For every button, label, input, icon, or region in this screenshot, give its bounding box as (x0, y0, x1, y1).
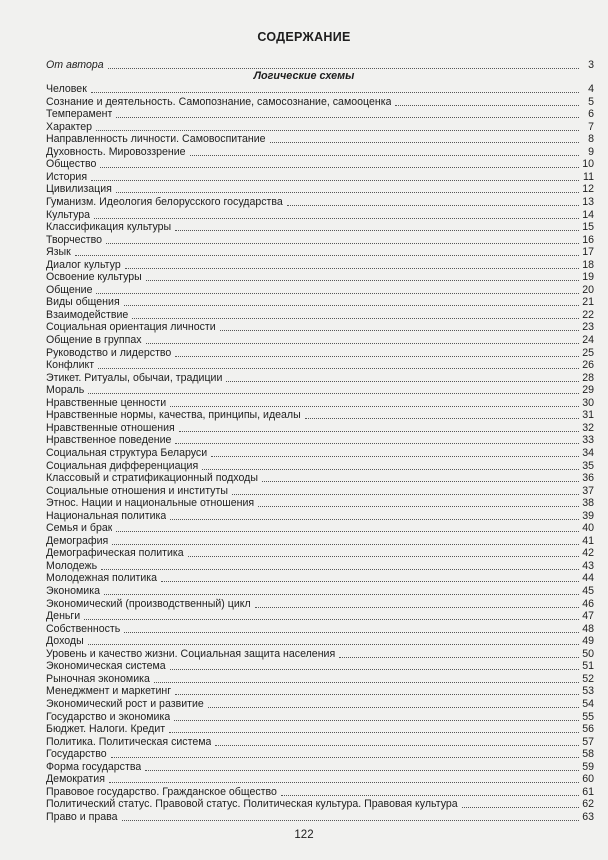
toc-entry-label: Право и права (46, 810, 118, 823)
toc-entry (46, 698, 594, 710)
toc-entry-page: 34 (582, 446, 594, 459)
toc-entry-label: Уровень и качество жизни. Социальная защита населения (46, 647, 336, 660)
toc-entry-page: 48 (582, 622, 594, 635)
toc-entry-page: 56 (582, 723, 594, 736)
dot-leader (170, 406, 579, 407)
toc-entry-label: Характер (46, 120, 93, 133)
toc-entry (46, 196, 594, 208)
dot-leader (132, 318, 579, 319)
toc-entry (46, 572, 594, 584)
toc-entry (46, 723, 594, 735)
dot-leader (215, 745, 579, 746)
toc-entry (46, 761, 594, 773)
toc-entry-page: 43 (582, 559, 594, 572)
toc-entry (46, 246, 594, 258)
dot-leader (262, 481, 579, 482)
toc-entry-page: 25 (582, 346, 594, 359)
toc-entry-label: Язык (46, 246, 71, 259)
toc-entry-label: Духовность. Мировоззрение (46, 145, 186, 158)
toc-entry (46, 610, 594, 622)
toc-entry-page: 52 (582, 672, 594, 685)
toc-entry-label: Политика. Политическая система (46, 735, 212, 748)
page-number: 122 (294, 829, 314, 841)
toc-entry-label: Молодежь (46, 559, 98, 572)
toc-entry-label: Политический статус. Правовой статус. Политическая культура. Правовая культура (46, 798, 458, 811)
dot-leader (270, 142, 579, 143)
toc-entry (46, 209, 594, 221)
toc-entry (46, 158, 594, 170)
toc-entry (46, 347, 594, 359)
toc-entry-page: 44 (582, 572, 594, 585)
toc-entry-label: Классовый и стратификационный подходы (46, 472, 258, 485)
dot-leader (175, 230, 579, 231)
dot-leader (146, 343, 579, 344)
toc-entry-page: 23 (582, 321, 594, 334)
toc-entry-page: 15 (582, 221, 594, 234)
toc-entry-label: Цивилизация (46, 183, 112, 196)
toc-entry-label: История (46, 170, 88, 183)
toc-entry-label: Творчество (46, 233, 103, 246)
toc-entry-label: Семья и брак (46, 522, 113, 535)
dot-leader (175, 356, 579, 357)
toc-entry-page: 37 (582, 484, 594, 497)
dot-leader (175, 443, 579, 444)
toc-entry-page: 58 (582, 748, 594, 761)
toc-entry-page: 53 (582, 685, 594, 698)
toc-entry (46, 623, 594, 635)
toc-entry (46, 422, 594, 434)
toc-entry-label: Доходы (46, 635, 84, 648)
toc-entry-page: 30 (582, 396, 594, 409)
dot-leader (145, 770, 579, 771)
toc-entry-page: 29 (582, 384, 594, 397)
toc-entry-page: 41 (582, 534, 594, 547)
dot-leader (190, 155, 579, 156)
toc-entry (46, 711, 594, 723)
toc-entry-page: 62 (582, 798, 594, 811)
toc-entry (46, 309, 594, 321)
dot-leader (84, 619, 579, 620)
dot-leader (208, 707, 579, 708)
toc-entry (46, 121, 594, 133)
toc-entry (46, 460, 594, 472)
toc-entry-label: Экономический (производственный) цикл (46, 597, 251, 610)
dot-leader (174, 720, 579, 721)
toc-entry-label: Этнос. Нации и национальные отношения (46, 497, 255, 510)
toc-entry (46, 510, 594, 522)
dot-leader (154, 682, 579, 683)
toc-entry-page: 7 (588, 120, 594, 133)
toc-entry-page: 47 (582, 610, 594, 623)
toc-entry-page: 35 (582, 459, 594, 472)
toc-entry-page: 12 (582, 183, 594, 196)
toc-entry-label: Нравственное поведение (46, 434, 172, 447)
toc-entry (46, 585, 594, 597)
toc-entry (46, 472, 594, 484)
dot-leader (281, 795, 579, 796)
toc-entry (46, 547, 594, 559)
toc-entry-label: Форма государства (46, 760, 142, 773)
toc-entry-page: 32 (582, 421, 594, 434)
toc-entry-label: Национальная политика (46, 509, 167, 522)
dot-leader (305, 418, 579, 419)
toc-entry-page: 21 (582, 296, 594, 309)
dot-leader (220, 330, 579, 331)
toc-entry-page: 36 (582, 472, 594, 485)
toc-entry (46, 384, 594, 396)
toc-entry-page: 31 (582, 409, 594, 422)
toc-entry-label: Социальная структура Беларуси (46, 446, 208, 459)
toc-entry (46, 133, 594, 145)
dot-leader (287, 205, 579, 206)
dot-leader (146, 280, 579, 281)
toc-entry-page: 24 (582, 334, 594, 346)
toc-entry-page: 42 (582, 547, 594, 560)
toc-entry-page: 8 (588, 133, 594, 146)
toc-entry-label: Человек (46, 83, 87, 95)
toc-entry (46, 234, 594, 246)
dot-leader (170, 519, 579, 520)
toc-entry-label: Экономика (46, 585, 100, 597)
toc-entry-label: Деньги (46, 610, 81, 623)
dot-leader (462, 807, 579, 808)
toc-entry (46, 811, 594, 823)
toc-entry-label: Культура (46, 208, 91, 221)
toc-entry-label: Собственность (46, 622, 121, 635)
toc-entry-page: 13 (582, 195, 594, 208)
toc-entry-page: 18 (582, 258, 594, 271)
toc-entry (46, 434, 594, 446)
toc-entry-label: Демографическая политика (46, 547, 184, 560)
dot-leader (258, 506, 579, 507)
toc-entry (46, 560, 594, 572)
toc-entry (46, 447, 594, 459)
toc-entry-label: Направленность личности. Самовоспитание (46, 133, 266, 146)
toc-entry-page: 9 (588, 145, 594, 158)
toc-entry (46, 96, 594, 108)
toc-entry (46, 171, 594, 183)
toc-entry-label: Менеджмент и маркетинг (46, 685, 172, 698)
section-title: Логические схемы (253, 70, 355, 82)
toc-entry-page: 6 (588, 108, 594, 121)
toc-entry-page: 22 (582, 308, 594, 321)
toc-entry-label: Нравственные ценности (46, 396, 167, 409)
toc-entry-page: 60 (582, 773, 594, 786)
toc-entry-page: 55 (582, 710, 594, 723)
toc-entry (46, 108, 594, 120)
toc-entry (46, 359, 594, 371)
toc-entry-label: Государство (46, 748, 107, 761)
dot-leader (395, 105, 579, 106)
toc-entry (46, 648, 594, 660)
dot-leader (88, 393, 579, 394)
toc-entry-page: 11 (583, 170, 594, 183)
dot-leader (211, 456, 579, 457)
page-title: СОДЕРЖАНИЕ (257, 30, 351, 44)
dot-leader (88, 644, 579, 645)
toc-entry-label: Классификация культуры (46, 221, 172, 234)
dot-leader (169, 732, 579, 733)
toc-entry-label: Социальная ориентация личности (46, 321, 216, 334)
toc-entry (46, 798, 594, 810)
toc-entry (46, 773, 594, 785)
toc-entry (46, 497, 594, 509)
toc-entry (46, 372, 594, 384)
toc-entry-label: Общество (46, 158, 97, 171)
dot-leader (122, 820, 579, 821)
dot-leader (112, 544, 579, 545)
toc-entry-page: 38 (582, 497, 594, 510)
dot-leader (109, 782, 579, 783)
toc-entry (46, 598, 594, 610)
dot-leader (96, 293, 579, 294)
toc-entry-label: Нравственные отношения (46, 421, 175, 434)
toc-entry-label: Виды общения (46, 296, 120, 309)
dot-leader (108, 68, 579, 69)
dot-leader (170, 669, 579, 670)
toc-entry (46, 485, 594, 497)
dot-leader (91, 180, 579, 181)
toc-entry (46, 409, 594, 421)
toc-entry-label: От автора (46, 59, 104, 71)
toc-entry-page: 59 (582, 760, 594, 773)
toc-entry-label: Гуманизм. Идеология белорусского государства (46, 195, 283, 208)
toc-entry-page: 39 (582, 509, 594, 522)
toc-entry-page: 51 (582, 660, 594, 673)
toc-entry-page: 46 (582, 597, 594, 610)
toc-entry (46, 146, 594, 158)
dot-leader (188, 556, 579, 557)
toc-entry-label: Освоение культуры (46, 271, 142, 284)
toc-entry (46, 660, 594, 672)
toc-entry (46, 296, 594, 308)
toc-entry-label: Общение в группах (46, 334, 142, 346)
toc-entry-page: 14 (582, 208, 594, 221)
toc-entry-label: Общение (46, 283, 93, 296)
toc-entry-label: Демократия (46, 773, 105, 786)
toc-entry-label: Демография (46, 534, 109, 547)
toc-entry-label: Рыночная экономика (46, 672, 150, 685)
toc-entry (46, 183, 594, 195)
toc-entry-page: 20 (582, 283, 594, 296)
toc-entry (46, 685, 594, 697)
toc-entry (46, 284, 594, 296)
toc-entry (46, 736, 594, 748)
toc-entry-page: 28 (582, 371, 594, 384)
toc-entry-label: Правовое государство. Гражданское общество (46, 785, 277, 798)
dot-leader (104, 594, 579, 595)
toc-entry-page: 26 (582, 359, 594, 372)
toc-entry-page: 16 (582, 233, 594, 246)
toc-entry-label: Этикет. Ритуалы, обычаи, традиции (46, 371, 223, 384)
toc-entry (46, 221, 594, 233)
dot-leader (98, 368, 579, 369)
toc-entry-page: 61 (582, 785, 594, 798)
toc-entry-page: 5 (588, 95, 594, 108)
toc-entry-label: Мораль (46, 384, 85, 397)
toc-entry (46, 397, 594, 409)
toc-entry (46, 321, 594, 333)
dot-leader (106, 243, 579, 244)
dot-leader (116, 192, 579, 193)
toc-entry-page: 19 (582, 271, 594, 284)
toc-entry (46, 522, 594, 534)
dot-leader (116, 531, 579, 532)
dot-leader (339, 657, 579, 658)
dot-leader (255, 607, 579, 608)
toc-entry-page: 3 (588, 59, 594, 71)
dot-leader (96, 130, 579, 131)
dot-leader (111, 757, 579, 758)
dot-leader (100, 167, 579, 168)
toc-entry (46, 271, 594, 283)
toc-entry-label: Социальная дифференциация (46, 459, 199, 472)
toc-entry-page: 54 (582, 697, 594, 710)
dot-leader (125, 268, 579, 269)
toc-entry (46, 535, 594, 547)
dot-leader (232, 494, 579, 495)
toc-entry-page: 17 (582, 246, 594, 259)
dot-leader (116, 117, 579, 118)
toc-entry (46, 635, 594, 647)
dot-leader (124, 632, 579, 633)
toc-entry-page: 57 (582, 735, 594, 748)
dot-leader (94, 218, 579, 219)
toc-entry-page: 4 (588, 83, 594, 95)
toc-entry-label: Темперамент (46, 108, 113, 121)
dot-leader (75, 255, 579, 256)
dot-leader (101, 569, 579, 570)
toc-entry-label: Экономический рост и развитие (46, 697, 204, 710)
toc-entry (46, 334, 594, 346)
dot-leader (91, 92, 579, 93)
toc-entry-label: Молодежная политика (46, 572, 158, 585)
toc-entry (46, 673, 594, 685)
toc-entry (46, 259, 594, 271)
dot-leader (175, 694, 579, 695)
toc-entry-page: 63 (582, 810, 594, 823)
toc-entry-label: Нравственные нормы, качества, принципы, идеалы (46, 409, 301, 422)
toc-entry-label: Экономическая система (46, 660, 166, 673)
toc-entry-label: Руководство и лидерство (46, 346, 172, 359)
toc-entry-label: Бюджет. Налоги. Кредит (46, 723, 166, 736)
toc-entry (46, 786, 594, 798)
toc-entry-label: Взаимодействие (46, 308, 129, 321)
toc-entry-label: Социальные отношения и институты (46, 484, 228, 497)
toc-entry-page: 50 (582, 647, 594, 660)
dot-leader (202, 469, 579, 470)
dot-leader (226, 381, 579, 382)
toc-entry-label: Конфликт (46, 359, 95, 372)
toc-entry-page: 10 (582, 158, 594, 171)
toc-entry (46, 83, 594, 95)
dot-leader (179, 431, 579, 432)
toc-entry-page: 49 (582, 635, 594, 648)
dot-leader (124, 305, 579, 306)
toc-entry-label: Диалог культур (46, 258, 121, 271)
toc-entry-page: 33 (582, 434, 594, 447)
dot-leader (161, 581, 579, 582)
toc-entry-label: Сознание и деятельность. Самопознание, самосознание, самооценка (46, 95, 392, 108)
toc-entry (46, 748, 594, 760)
toc-entry-page: 40 (582, 522, 594, 535)
toc-entry-page: 45 (582, 585, 594, 597)
toc-entry-label: Государство и экономика (46, 710, 171, 723)
